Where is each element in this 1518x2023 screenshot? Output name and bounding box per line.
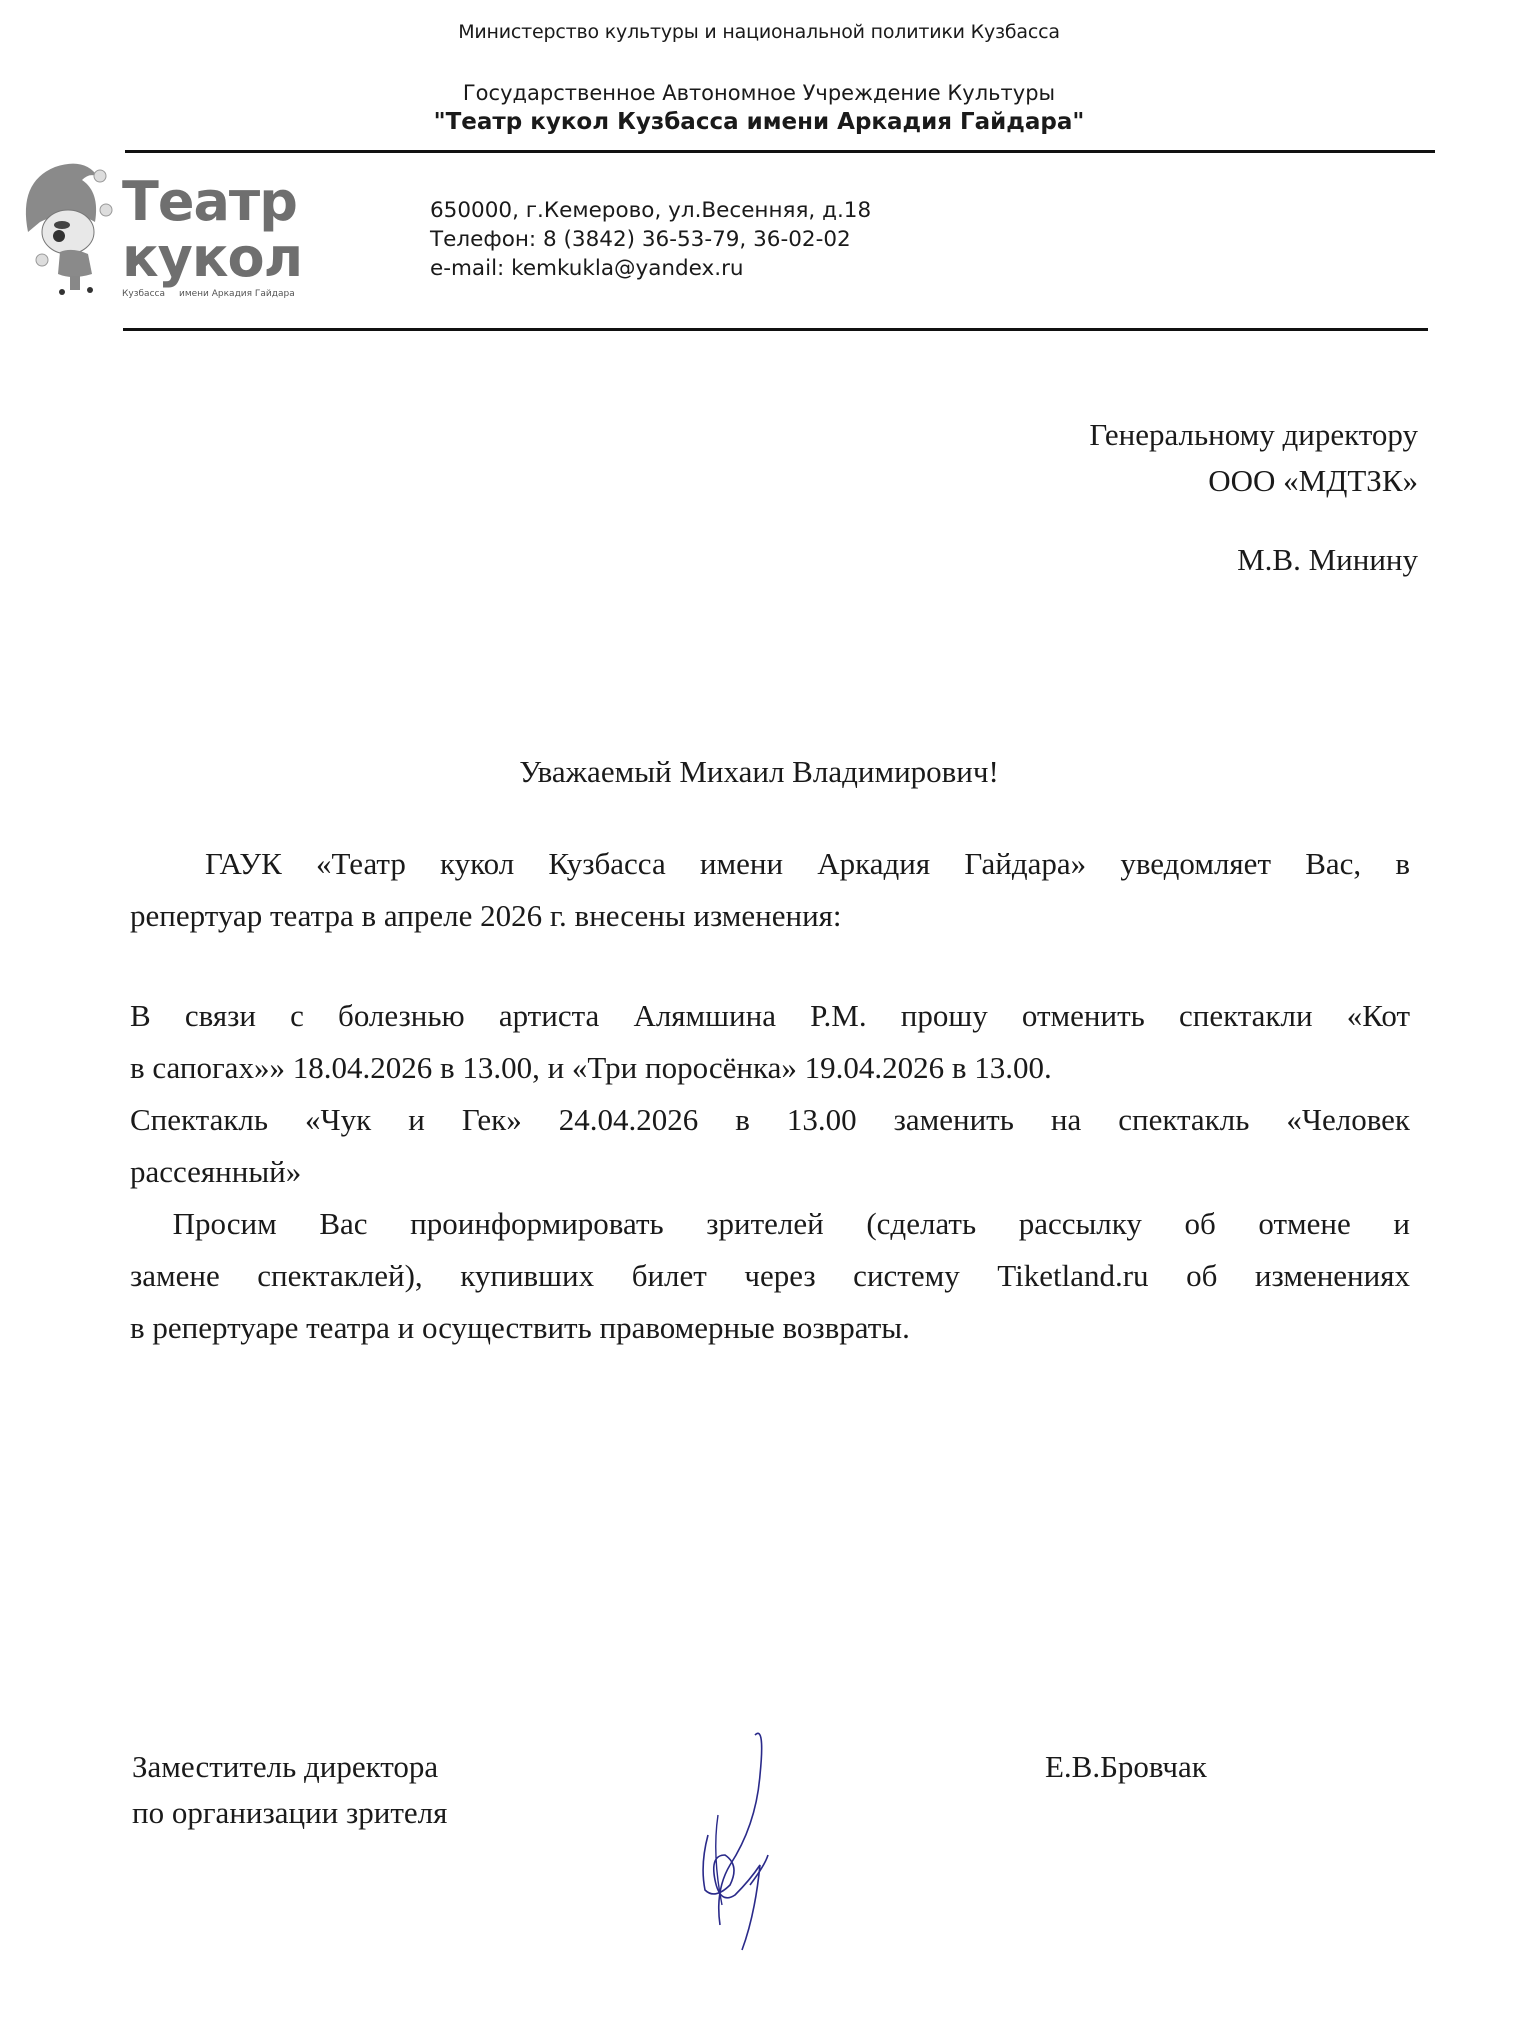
handwritten-signature — [660, 1715, 800, 1955]
contact-block — [430, 196, 871, 283]
institution-type: Государственное Автономное Учреждение Культуры — [462, 81, 1056, 105]
jester-mascot-icon — [10, 152, 120, 302]
header-divider-top — [125, 150, 1435, 153]
phone: Телефон: 8 (3842) 36-53-79, 36-02-02 — [430, 227, 851, 252]
logo-word-kukol: кукол — [122, 226, 303, 289]
logo-word-teatr: Театр — [122, 170, 297, 233]
logo-subtitle — [122, 288, 295, 300]
text-line: в репертуаре театра и осуществить правомерные возвраты. — [130, 1310, 910, 1345]
theatre-logo — [10, 160, 380, 310]
text-line: ГАУК «Театр кукол Кузбасса имени Аркадия Гайдара» уведомляет Вас, в — [205, 846, 1410, 881]
logo-subtitle-left: Кузбасса — [122, 289, 165, 299]
text-line: рассеянный» — [130, 1154, 302, 1189]
signatory-title-line2: по организации зрителя — [132, 1795, 448, 1830]
text-line: В связи с болезнью артиста Алямшина Р.М. прошу отменить спектакли «Кот — [130, 998, 1410, 1033]
institution-name: "Театр кукол Кузбасса имени Аркадия Гайдара" — [433, 109, 1085, 135]
addressee-name: М.В. Минину — [1237, 542, 1418, 577]
logo-wordmark — [122, 170, 303, 289]
addressee-block — [1089, 412, 1418, 504]
address: 650000, г.Кемерово, ул.Весенняя, д.18 — [430, 198, 872, 223]
signatory-name: Е.В.Бровчак — [1045, 1749, 1207, 1784]
paragraph-notification — [130, 838, 1410, 942]
addressee-company: ООО «МДТЗК» — [1208, 463, 1418, 498]
text-line: репертуар театра в апреле 2026 г. внесены изменения: — [130, 898, 842, 933]
paragraph-changes — [130, 990, 1410, 1354]
header-divider-bottom — [123, 328, 1428, 331]
signatory-title — [132, 1744, 447, 1836]
ministry-header: Министерство культуры и национальной политики Кузбасса — [458, 21, 1060, 43]
addressee-position: Генеральному директору — [1089, 417, 1418, 452]
text-line: замене спектаклей), купивших билет через систему Tiketland.ru об изменениях — [130, 1258, 1410, 1293]
text-line: в сапогах»» 18.04.2026 в 13.00, и «Три поросёнка» 19.04.2026 в 13.00. — [130, 1050, 1052, 1085]
logo-subtitle-right: имени Аркадия Гайдара — [178, 289, 295, 299]
email-link[interactable]: e-mail: kemkukla@yandex.ru — [430, 256, 744, 281]
greeting: Уважаемый Михаил Владимирович! — [519, 754, 999, 789]
text-line: Спектакль «Чук и Гек» 24.04.2026 в 13.00 заменить на спектакль «Человек — [130, 1102, 1410, 1137]
signatory-title-line1: Заместитель директора — [132, 1749, 439, 1784]
text-line: Просим Вас проинформировать зрителей (сделать рассылку об отмене и — [130, 1206, 1410, 1241]
